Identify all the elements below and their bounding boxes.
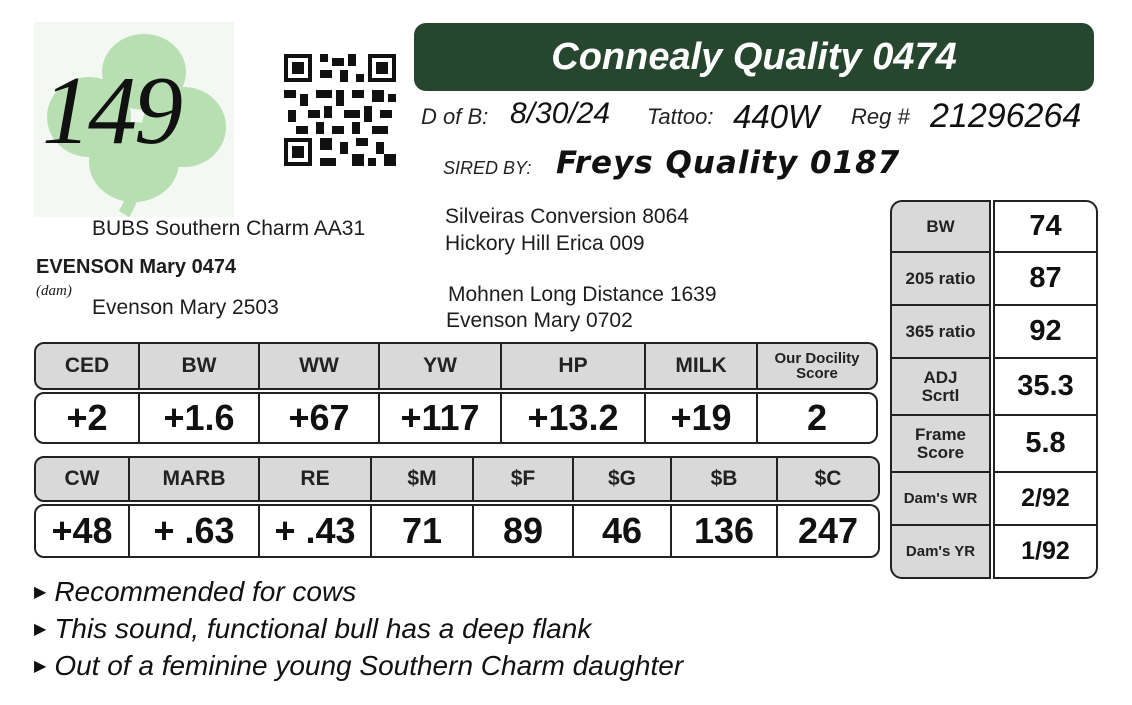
note-item <box>34 650 683 682</box>
epd-header-yw: YW <box>380 342 502 390</box>
stat-label: Dam's YR <box>890 526 991 579</box>
epd-header-ced: CED <box>34 342 140 390</box>
epd-value-milk: +19 <box>646 392 758 444</box>
epd-value-b: 136 <box>672 504 778 558</box>
title-bar <box>414 23 1094 91</box>
stat-label: ADJ Scrtl <box>890 359 991 416</box>
sire-name: Freys Quality 0187 <box>556 145 901 181</box>
epd-header-ww: WW <box>260 342 380 390</box>
epd-value-yw: +117 <box>380 392 502 444</box>
animal-name: Connealy Quality 0474 <box>551 35 957 78</box>
stat-row-205-ratio <box>890 253 1098 306</box>
epd-value-cw: +48 <box>34 504 130 558</box>
epd-value-c: 247 <box>778 504 880 558</box>
epd-header-g: $G <box>574 456 672 502</box>
epd-header-marb: MARB <box>130 456 260 502</box>
stat-value: 5.8 <box>993 416 1098 473</box>
stat-value: 87 <box>993 253 1098 306</box>
note-item <box>34 613 591 645</box>
note-text: Out of a feminine young Southern Charm daughter <box>54 650 684 681</box>
stat-value: 92 <box>993 306 1098 359</box>
stat-row-dams-yr <box>890 526 1098 579</box>
epd-header-re: RE <box>260 456 372 502</box>
epd-header-docility: Our Docility Score <box>758 342 878 390</box>
epd-value-bw: +1.6 <box>140 392 260 444</box>
stat-row-dams-wr <box>890 473 1098 526</box>
lot-number: 149 <box>42 57 180 165</box>
dob-label: D of B: <box>421 104 489 129</box>
reg-label: Reg # <box>851 104 910 129</box>
epd-header-m: $M <box>372 456 474 502</box>
dam-name: EVENSON Mary 0474 <box>36 256 237 278</box>
note-item <box>34 576 356 608</box>
stat-label: Frame Score <box>890 416 991 473</box>
epd-value-re: + .43 <box>260 504 372 558</box>
epd-value-marb: + .63 <box>130 504 260 558</box>
epd-value-ww: +67 <box>260 392 380 444</box>
epd-header-row-1 <box>34 342 878 390</box>
epd-header-c: $C <box>778 456 880 502</box>
epd-header-bw: BW <box>140 342 260 390</box>
performance-stats <box>890 200 1098 579</box>
sired-by-label: SIRED BY: <box>443 158 532 178</box>
stat-row-365-ratio <box>890 306 1098 359</box>
epd-header-milk: MILK <box>646 342 758 390</box>
epd-value-row-1 <box>34 392 878 444</box>
dam-sire: BUBS Southern Charm AA31 <box>92 217 366 240</box>
stat-value: 74 <box>993 200 1098 253</box>
stat-row-frame-score <box>890 416 1098 473</box>
stat-label: 365 ratio <box>890 306 991 359</box>
stat-row-bw <box>890 200 1098 253</box>
reg-value: 21296264 <box>930 97 1082 135</box>
dam-dam: Evenson Mary 2503 <box>92 296 279 319</box>
sire-dam: Hickory Hill Erica 009 <box>445 232 645 255</box>
epd-value-g: 46 <box>574 504 672 558</box>
epd-header-f: $F <box>474 456 574 502</box>
epd-header-cw: CW <box>34 456 130 502</box>
epd-value-docility: 2 <box>758 392 878 444</box>
tattoo-label: Tattoo: <box>647 104 714 129</box>
dob-value: 8/30/24 <box>510 97 611 130</box>
note-text: Recommended for cows <box>54 576 357 607</box>
stat-row-adj-scrtl <box>890 359 1098 416</box>
dam-dam-dam: Evenson Mary 0702 <box>446 309 633 332</box>
dam-dam-sire: Mohnen Long Distance 1639 <box>448 283 717 306</box>
stat-label: BW <box>890 200 991 253</box>
bullet-triangle-icon: ▶ <box>34 621 47 638</box>
stat-label: Dam's WR <box>890 473 991 526</box>
epd-value-m: 71 <box>372 504 474 558</box>
note-text: This sound, functional bull has a deep flank <box>54 613 592 644</box>
bullet-triangle-icon: ▶ <box>34 658 47 675</box>
epd-value-f: 89 <box>474 504 574 558</box>
stat-label: 205 ratio <box>890 253 991 306</box>
epd-header-row-2 <box>34 456 880 502</box>
epd-value-hp: +13.2 <box>502 392 646 444</box>
stat-value: 2/92 <box>993 473 1098 526</box>
epd-value-row-2 <box>34 504 880 558</box>
stat-value: 35.3 <box>993 359 1098 416</box>
epd-header-hp: HP <box>502 342 646 390</box>
qr-code-icon[interactable] <box>284 54 396 166</box>
epd-header-b: $B <box>672 456 778 502</box>
tattoo-value: 440W <box>733 98 820 135</box>
sire-sire: Silveiras Conversion 8064 <box>445 205 689 228</box>
stat-value: 1/92 <box>993 526 1098 579</box>
epd-value-ced: +2 <box>34 392 140 444</box>
bullet-triangle-icon: ▶ <box>34 584 47 601</box>
dam-tag: (dam) <box>36 283 72 299</box>
